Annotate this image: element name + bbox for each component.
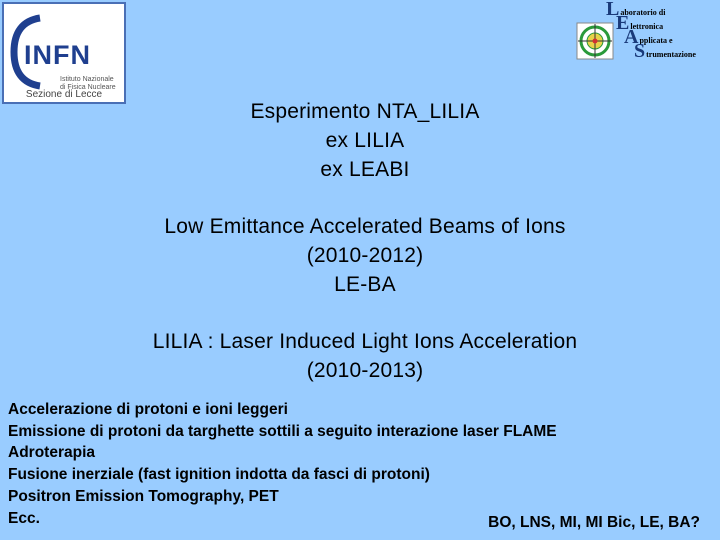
experiment-title <box>0 97 720 184</box>
infn-wordmark: INFN <box>24 40 91 70</box>
infn-emblem-icon <box>10 12 122 90</box>
infn-line-2: di Fisica Nucleare <box>60 84 116 90</box>
leba-block <box>0 212 720 299</box>
topics-list <box>8 399 557 529</box>
infn-sezione-label: Sezione di Lecce <box>25 89 103 100</box>
infn-line-1: Istituto Nazionale <box>60 76 114 83</box>
leba-title: Low Emittance Accelerated Beams of Ions <box>164 215 566 238</box>
experiment-title-line: Esperimento NTA_LILIA <box>250 100 480 123</box>
labas-row-4: Strumentazione <box>634 40 696 62</box>
list-item: Emissione di protoni da targhette sottili a seguito interazione laser FLAME <box>8 422 557 440</box>
participating-sites: BO, LNS, MI, MI Bic, LE, BA? <box>488 514 700 531</box>
lilia-years: (2010-2013) <box>306 359 424 382</box>
list-item: Adroterapia <box>8 444 95 462</box>
experiment-subtitle-line: ex LILIA <box>325 129 405 152</box>
list-item: Accelerazione di protoni e ioni leggeri <box>8 401 288 418</box>
crosshair-target-icon <box>576 22 614 60</box>
labas-logo <box>576 2 718 60</box>
experiment-subtitle-line: ex LEABI <box>320 158 410 181</box>
labas-row-3: Applicata e <box>624 26 673 48</box>
labas-row-1: Laboratorio di <box>606 0 666 20</box>
labas-row-2: Elettronica <box>616 12 664 34</box>
lilia-title: LILIA : Laser Induced Light Ions Acceleration <box>152 330 578 353</box>
infn-logo <box>2 2 126 104</box>
leba-acronym: LE-BA <box>334 273 396 296</box>
list-item: Ecc. <box>8 509 40 527</box>
list-item: Fusione inerziale (fast ignition indotta da fasci di protoni) <box>8 466 430 484</box>
leba-years: (2010-2012) <box>306 244 424 267</box>
lilia-block <box>0 327 720 385</box>
list-item: Positron Emission Tomography, PET <box>8 487 279 505</box>
